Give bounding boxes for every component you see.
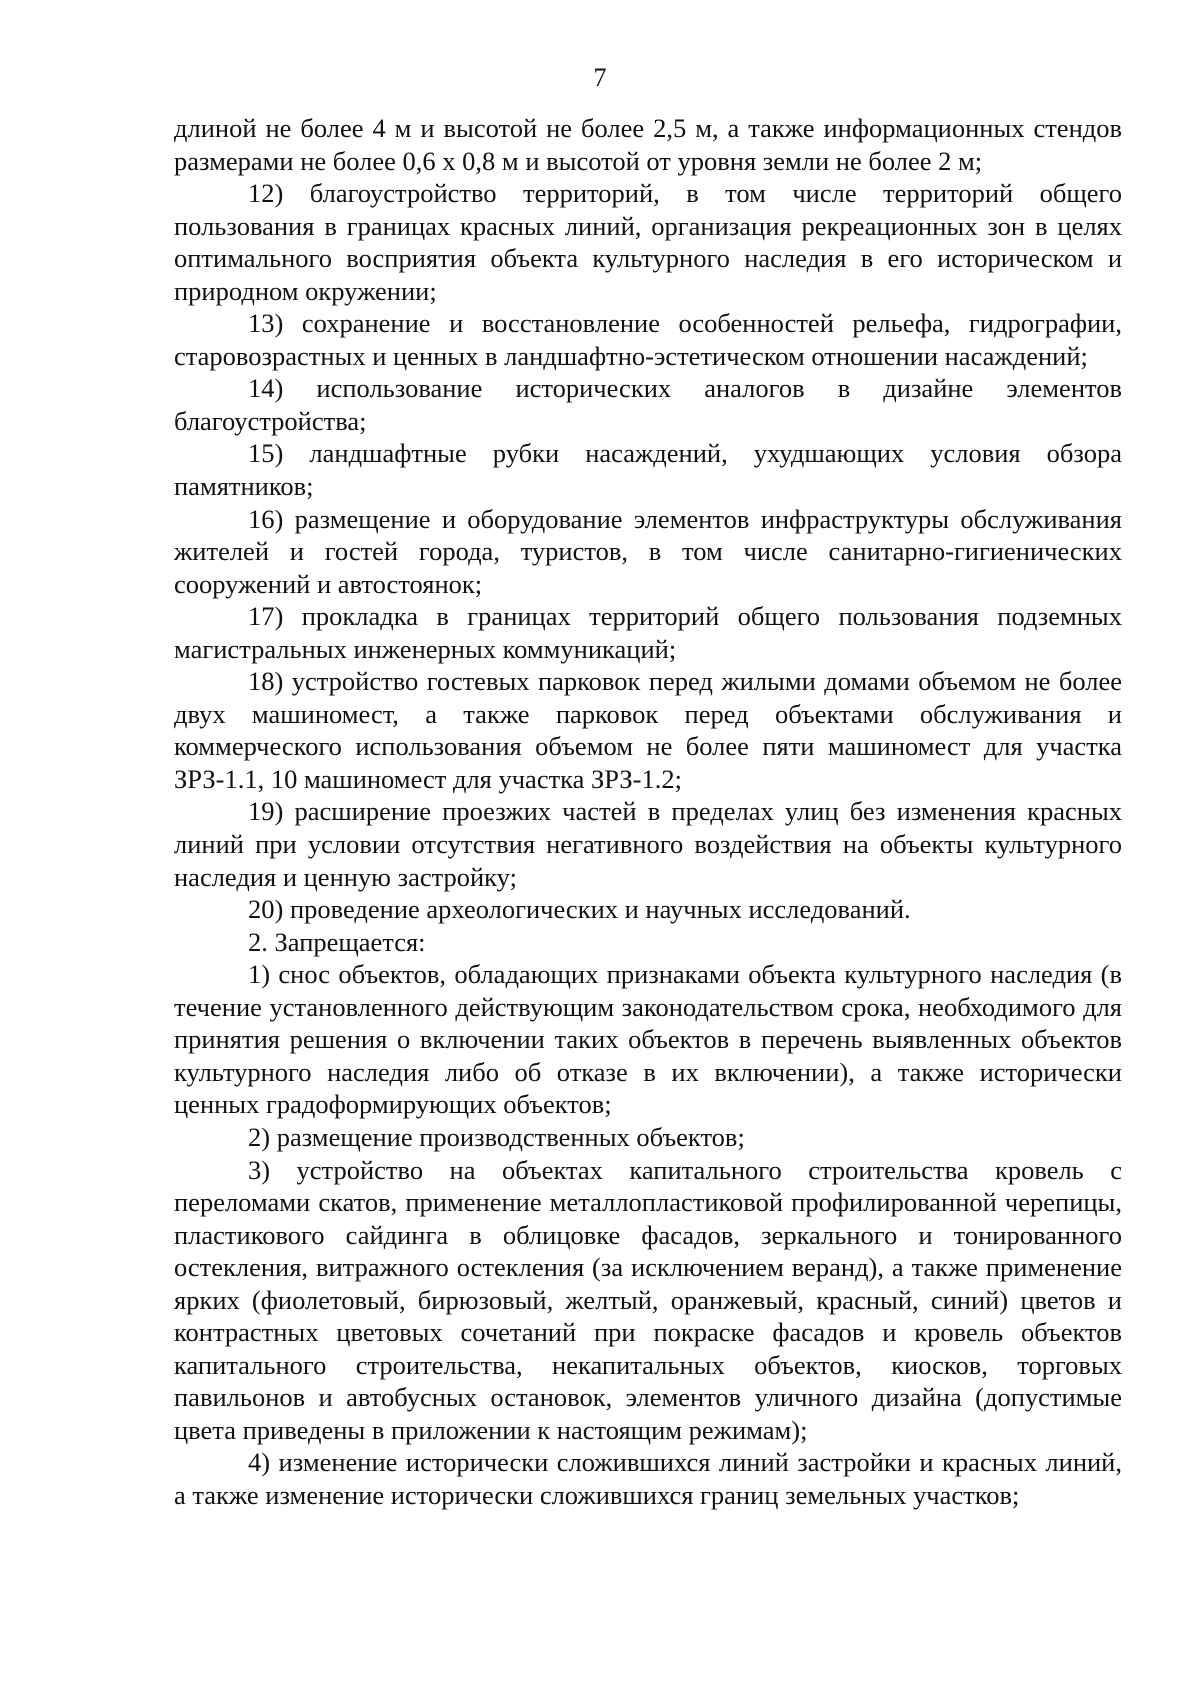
prohibited-item-1: 1) снос объектов, обладающих признаками объекта культурного наследия (в течение установленного действующим законодательством срока, необходимого для принятия решения о включении таких объектов в перечень выявленных объектов культурного наследия либо об отказе в их включении), а также исторически ценных градоформирующих объектов;: [174, 959, 1122, 1120]
section-heading-prohibited: 2. Запрещается:: [248, 926, 426, 957]
paragraph-item-17: 17) прокладка в границах территорий общего пользования подземных магистральных инженерных коммуникаций;: [174, 601, 1122, 664]
paragraph-item-19: 19) расширение проезжих частей в пределах улиц без изменения красных линий при условии отсутствия негативного воздействия на объекты культурного наследия и ценную застройку;: [174, 796, 1122, 892]
paragraph-item-14: 14) использование исторических аналогов в дизайне элементов благоустройства;: [174, 373, 1122, 436]
page-number: 7: [593, 63, 607, 92]
paragraph-item-18: 18) устройство гостевых парковок перед жилыми домами объемом не более двух машиномест, а также парковок перед объектами обслуживания и коммерческого использования объемом не более пяти машиномест для участка ЗРЗ-1.1, 10 машиномест для участка ЗРЗ-1.2;: [174, 666, 1122, 794]
paragraph-item-20: 20) проведение археологических и научных исследований.: [248, 894, 911, 925]
prohibited-item-3: 3) устройство на объектах капитального строительства кровель с переломами скатов, применение металлопластиковой профилированной черепицы, пластикового сайдинга в облицовке фасадов, зеркального и тонированного остекления, витражного остекления (за исключением веранд), а также применение ярких (фиолетовый, бирюзовый, желтый, оранжевый, красный, синий) цветов и контрастных цветовых сочетаний при покраске фасадов и кровель объектов капитального строительства, некапитальных объектов, киосков, торговых павильонов и автобусных остановок, элементов уличного дизайна (допустимые цвета приведены в приложении к настоящим режимам);: [174, 1154, 1122, 1445]
paragraph-continuation: длиной не более 4 м и высотой не более 2,5 м, а также информационных стендов размерами не более 0,6 х 0,8 м и высотой от уровня земли не более 2 м;: [174, 113, 1122, 176]
prohibited-item-4: 4) изменение исторически сложившихся линий застройки и красных линий, а также изменение исторически сложившихся границ земельных участков;: [174, 1447, 1122, 1510]
paragraph-item-13: 13) сохранение и восстановление особенностей рельефа, гидрографии, старовозрастных и ценных в ландшафтно-эстетическом отношении насаждений;: [174, 308, 1122, 371]
paragraph-item-15: 15) ландшафтные рубки насаждений, ухудшающих условия обзора памятников;: [174, 438, 1122, 502]
document-body: [174, 112, 1122, 1512]
paragraph-item-12: 12) благоустройство территорий, в том числе территорий общего пользования в границах красных линий, организация рекреационных зон в целях оптимального восприятия объекта культурного наследия в его историческом и природном окружении;: [174, 178, 1122, 306]
prohibited-item-2: 2) размещение производственных объектов;: [248, 1121, 745, 1152]
paragraph-item-16: 16) размещение и оборудование элементов инфраструктуры обслуживания жителей и гостей города, туристов, в том числе санитарно-гигиенических сооружений и автостоянок;: [174, 503, 1122, 599]
